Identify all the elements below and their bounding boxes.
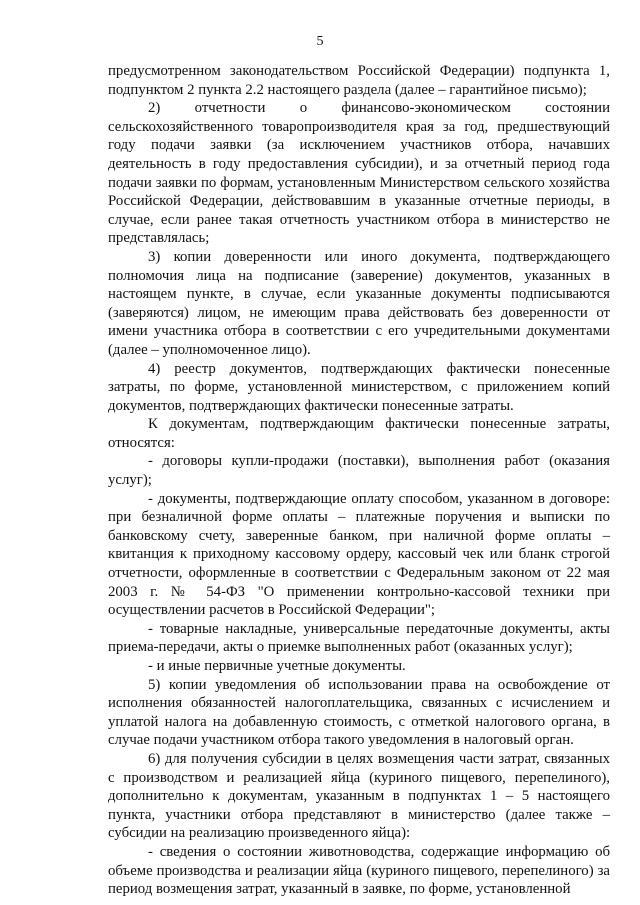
paragraph-item-4: 4) реестр документов, подтверждающих фактически понесенные затраты, по форме, установленной министерством, с приложением копий документов, подтверждающих фактически понесенные затраты. [108, 360, 610, 414]
list-item-invoices: - товарные накладные, универсальные передаточные документы, акты приема-передачи, акты о приемке выполненных работ (оказанных услуг); [108, 620, 610, 656]
paragraph-continuation: предусмотренном законодательством Российской Федерации) подпункта 1, подпунктом 2 пункта 2.2 настоящего раздела (далее – гарантийное письмо); [108, 63, 610, 98]
list-item-other-docs: - и иные первичные учетные документы. [148, 658, 406, 674]
list-item-payment-docs: - документы, подтверждающие оплату способом, указанном в договоре: при безналичной форме оплаты – платежные поручения и выписки по банковскому счету, заверенные банком, при наличной форме оплаты – квитанция к приходному кассовому ордеру, кассовый чек или бланк строгой отчетности, оформленные в соответствии с Федеральным законом от 22 мая 2003 г. № 54-ФЗ "О применении контрольно-кассовой техники при осуществлении расчетов в Российской Федерации"; [108, 490, 610, 619]
paragraph-item-6: 6) для получения субсидии в целях возмещения части затрат, связанных с производством и реализацией яйца (куриного пищевого, перепелиного), дополнительно к документам, указанным в подпунктах 1 – 5 настоящего пункта, участники отбора представляют в министерство (далее также – субсидии на реализацию произведенного яйца): [108, 750, 610, 842]
paragraph-item-5: 5) копии уведомления об использовании права на освобождение от исполнения обязанностей налогоплательщика, связанных с исчислением и уплатой налога на добавленную стоимость, с отметкой налогового органа, в случае подачи участником отбора такого уведомления в налоговый орган. [108, 676, 610, 749]
page-number: 5 [316, 34, 324, 49]
paragraph-expense-docs-intro: К документам, подтверждающим фактически понесенные затраты, относятся: [108, 416, 610, 451]
paragraph-item-3: 3) копии доверенности или иного документа, подтверждающего полномочия лица на подписание (заверение) документов, указанных в настоящем пункте, в случае, если указанные документы подписываются (заверяются) лицом, не имеющим права действовать без доверенности от имени участника отбора в соответствии с его учредительными документами (далее – уполномоченное лицо). [108, 248, 610, 358]
list-item-contracts: - договоры купли-продажи (поставки), выполнения работ (оказания услуг); [108, 453, 610, 489]
document-body [108, 62, 610, 899]
paragraph-item-2: 2) отчетности о финансово-экономическом состоянии сельскохозяйственного товаропроизводителя края за год, предшествующий году подачи заявки (за исключением участников отбора, начавших деятельность в году предоставления субсидии), и за отчетный период года подачи заявки по формам, установленным Министерством сельского хозяйства Российской Федерации, действовавшим в указанные отчетные периоды, в случае, если ранее такая отчетность участником отбора в министерство не представлялась; [108, 100, 610, 247]
list-item-livestock-info: - сведения о состоянии животноводства, содержащие информацию об объеме производства и реализации яйца (куриного пищевого, перепелиного) за период возмещения затрат, указанный в заявке, по форме, установленной [108, 843, 610, 898]
